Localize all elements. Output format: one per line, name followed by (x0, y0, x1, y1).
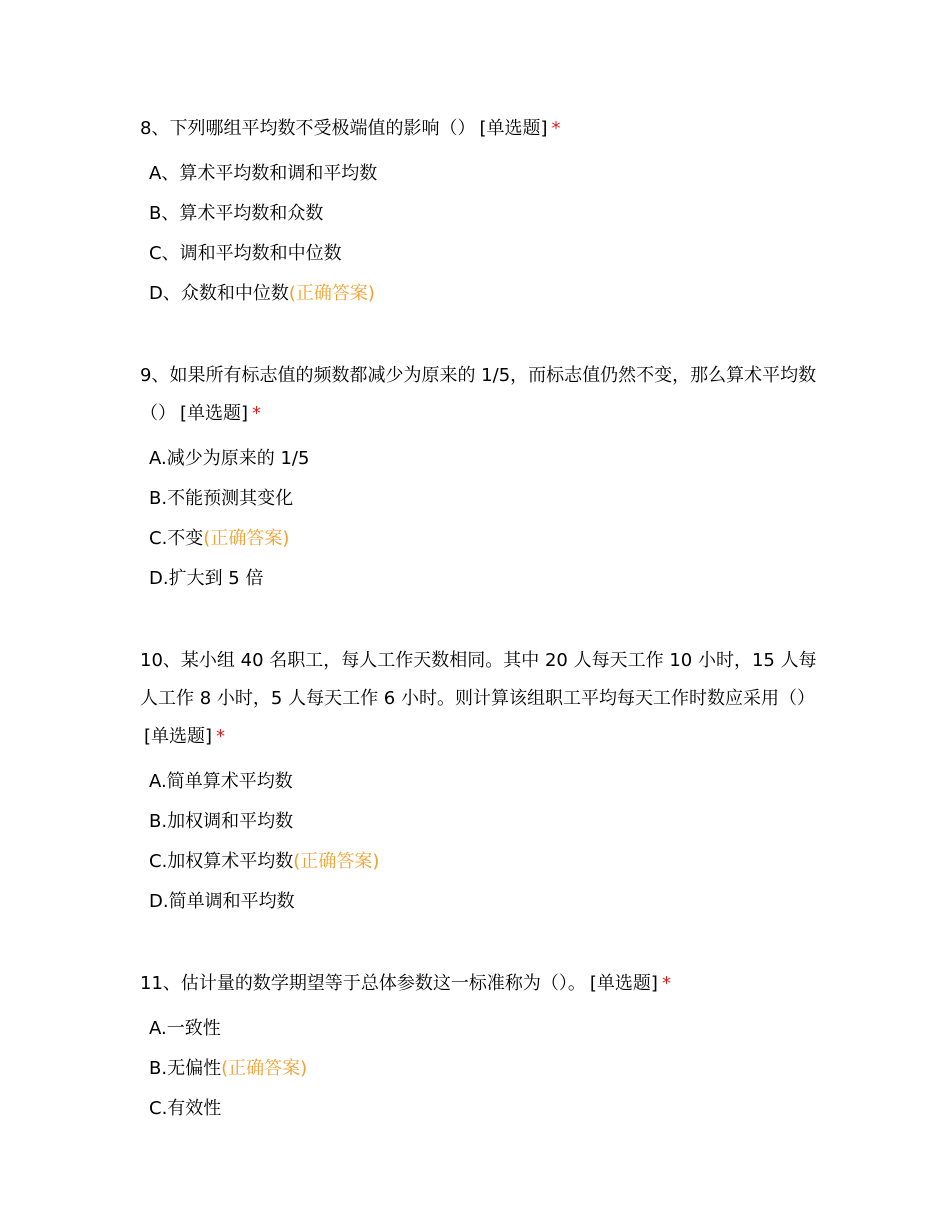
option-text: A.简单算术平均数 (149, 771, 293, 792)
question-text: 8、下列哪组平均数不受极端值的影响（） (140, 118, 476, 139)
correct-answer-tag: (正确答案) (203, 528, 290, 549)
correct-answer-tag: (正确答案) (293, 851, 380, 872)
option-list (140, 439, 820, 599)
option-list (140, 154, 820, 314)
option-text: B.无偏性 (149, 1058, 222, 1079)
option-a[interactable] (149, 762, 820, 802)
required-star-icon: * (661, 973, 671, 994)
option-text: D、众数和中位数 (149, 283, 289, 304)
option-c[interactable] (149, 1089, 820, 1129)
option-text: B.加权调和平均数 (149, 811, 294, 832)
question-type-label: [单选题] (479, 118, 548, 139)
question-type-label: [单选题] (144, 726, 213, 747)
option-c[interactable] (149, 234, 820, 274)
option-d[interactable] (149, 274, 820, 314)
question-text: 10、某小组 40 名职工，每人工作天数相同。其中 20 人每天工作 10 小时，15 人每人工作 8 小时，5 人每天工作 6 小时。则计算该组职工平均每天工作时数应采用（） (140, 650, 817, 709)
option-d[interactable] (149, 882, 820, 922)
question-title (140, 642, 820, 756)
option-b[interactable] (149, 1049, 820, 1089)
option-text: A、算术平均数和调和平均数 (149, 163, 378, 184)
option-text: C、调和平均数和中位数 (149, 243, 342, 264)
option-text: B.不能预测其变化 (149, 488, 294, 509)
option-b[interactable] (149, 802, 820, 842)
option-text: D.扩大到 5 倍 (149, 568, 264, 589)
option-text: A.减少为原来的 1/5 (149, 448, 310, 469)
option-a[interactable] (149, 439, 820, 479)
option-text: B、算术平均数和众数 (149, 203, 324, 224)
question-8 (140, 110, 820, 314)
option-text: D.简单调和平均数 (149, 891, 295, 912)
option-a[interactable] (149, 1009, 820, 1049)
survey-page (140, 110, 820, 1172)
correct-answer-tag: (正确答案) (221, 1058, 308, 1079)
question-title (140, 965, 820, 1003)
option-b[interactable] (149, 194, 820, 234)
option-b[interactable] (149, 479, 820, 519)
question-11 (140, 965, 820, 1129)
option-c[interactable] (149, 519, 820, 559)
question-type-label: [单选题] (180, 403, 249, 424)
question-text: 11、估计量的数学期望等于总体参数这一标准称为（）。 (140, 973, 586, 994)
question-10 (140, 642, 820, 922)
option-c[interactable] (149, 842, 820, 882)
option-text: C.不变 (149, 528, 204, 549)
question-text: 9、如果所有标志值的频数都减少为原来的 1/5，而标志值仍然不变，那么算术平均数（） (140, 365, 817, 424)
question-title (140, 110, 820, 148)
option-list (140, 762, 820, 922)
correct-answer-tag: (正确答案) (288, 283, 375, 304)
required-star-icon: * (216, 726, 226, 747)
question-type-label: [单选题] (589, 973, 658, 994)
option-text: C.有效性 (149, 1098, 222, 1119)
question-9 (140, 357, 820, 599)
required-star-icon: * (252, 403, 262, 424)
required-star-icon: * (551, 118, 561, 139)
option-a[interactable] (149, 154, 820, 194)
option-list (140, 1009, 820, 1129)
question-title (140, 357, 820, 433)
option-text: A.一致性 (149, 1018, 221, 1039)
option-text: C.加权算术平均数 (149, 851, 294, 872)
option-d[interactable] (149, 559, 820, 599)
